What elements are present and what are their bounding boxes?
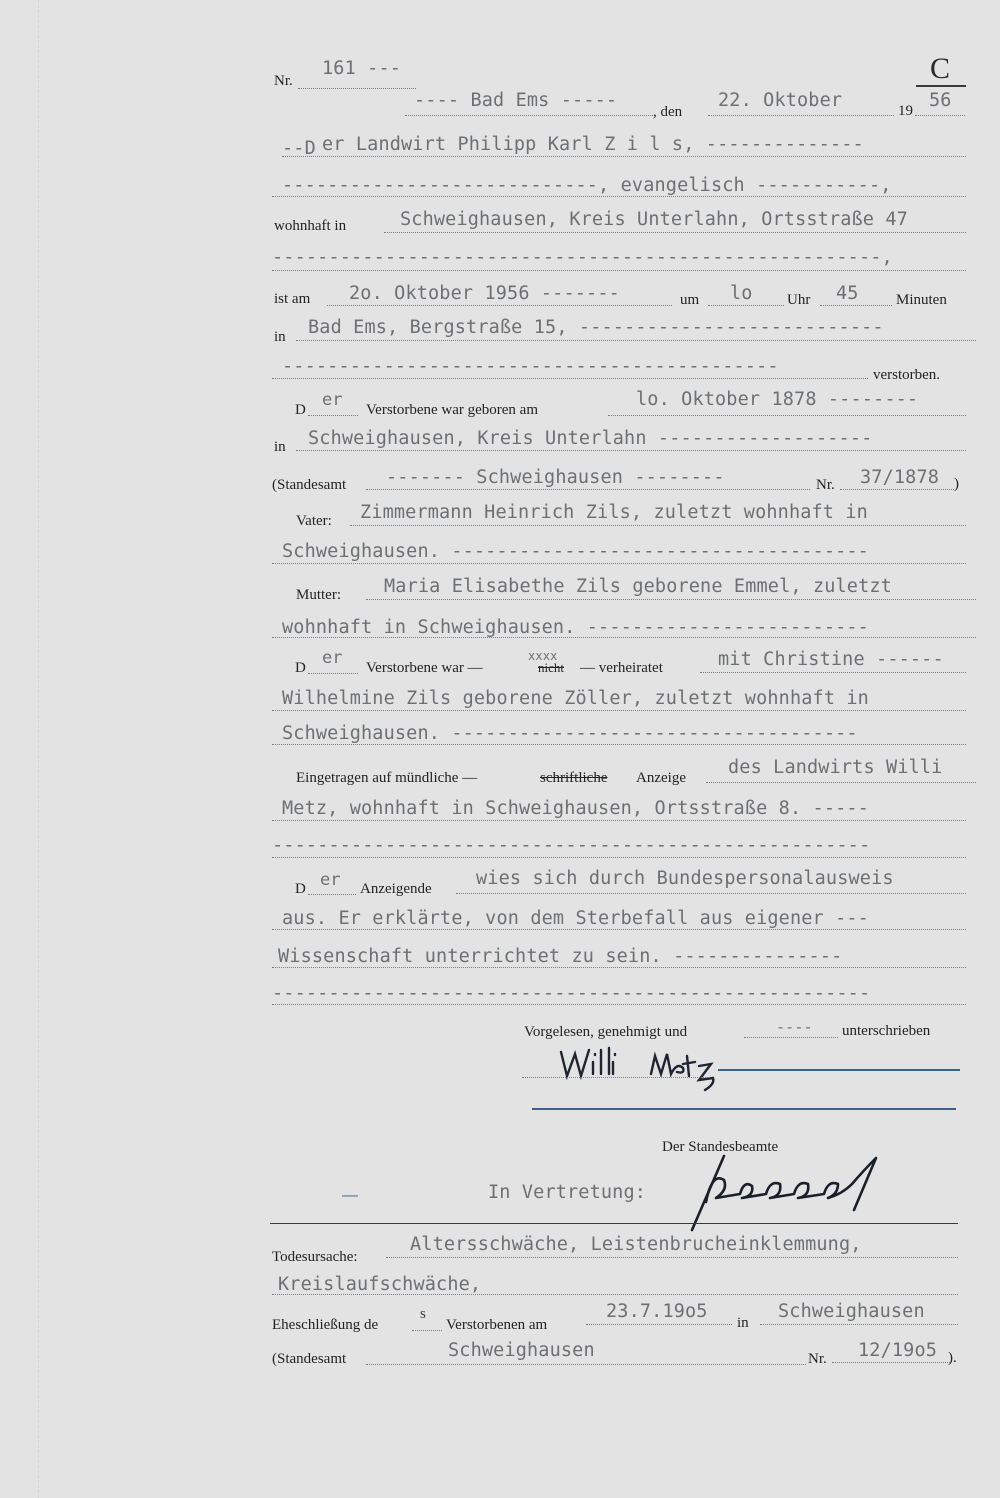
signature-dotted-line <box>522 1077 710 1078</box>
register-letter: C <box>930 52 951 85</box>
spouse-line3: Schweighausen. ------------------------------------ <box>282 723 858 744</box>
label-uhr: Uhr <box>787 292 811 308</box>
mother-line2: wohnhaft in Schweighausen. ------------------------- <box>282 617 869 638</box>
dotted-line <box>272 967 966 968</box>
label-ist-am: ist am <box>274 291 311 307</box>
label-born: Verstorbene war geboren am <box>366 402 539 418</box>
dotted-line <box>272 1004 966 1005</box>
registration-date: 22. Oktober <box>718 90 843 111</box>
death-place-fill: -------------------------------------------- <box>282 356 779 377</box>
residence-fill: ------------------------------------------------------, <box>272 247 893 268</box>
death-minutes: 45 <box>836 283 859 304</box>
dotted-line <box>760 1324 958 1325</box>
father-line2: Schweighausen. ------------------------------------- <box>282 541 869 562</box>
dotted-line <box>272 196 966 197</box>
dotted-line <box>840 489 954 490</box>
cause-line2: Kreislaufschwäche, <box>278 1274 482 1295</box>
label-nr: Nr. <box>274 73 293 89</box>
birth-registry-number: 37/1878 <box>860 467 940 488</box>
sup-s: s <box>420 1306 426 1322</box>
signature-blue-line <box>718 1069 960 1071</box>
registrar-signature <box>688 1150 888 1232</box>
label-read: Vorgelesen, genehmigt und <box>524 1024 688 1040</box>
label-signed: unterschrieben <box>842 1023 931 1039</box>
ident-line1: wies sich durch Bundespersonalausweis <box>476 868 894 889</box>
label-nr-marriage: Nr. <box>808 1351 827 1367</box>
death-hour: lo <box>730 283 753 304</box>
label-den: , den <box>653 104 683 120</box>
dotted-line <box>308 415 358 416</box>
spouse-line2: Wilhelmine Zils geborene Zöller, zuletzt wohnhaft in <box>282 688 869 709</box>
year-suffix: 56 <box>929 90 952 111</box>
label-mutter: Mutter: <box>296 587 341 603</box>
dotted-line <box>412 1330 442 1331</box>
close-paren-dot: ). <box>948 1350 957 1366</box>
sup-er-3: er <box>320 870 341 890</box>
cause-line1: Altersschwäche, Leistenbrucheinklemmung, <box>410 1234 862 1255</box>
dotted-line <box>296 450 966 451</box>
dotted-line <box>272 378 868 379</box>
label-in-marriage: in <box>737 1315 749 1331</box>
informant-line2: Metz, wohnhaft in Schweighausen, Ortsstraße 8. ----- <box>282 798 869 819</box>
dotted-line <box>296 340 976 341</box>
dotted-line <box>708 305 784 306</box>
marriage-registry: Schweighausen <box>448 1340 595 1361</box>
informant-line1: des Landwirts Willi <box>728 757 943 778</box>
dotted-line <box>744 1037 838 1038</box>
label-anzeigende: Anzeigende <box>360 881 432 897</box>
entry-number: 161 --- <box>322 58 402 79</box>
typed-xxxx: xxxx <box>528 649 558 663</box>
blue-dash-mark: — <box>342 1187 358 1204</box>
dotted-line <box>366 599 976 600</box>
sup-er: er <box>322 390 343 410</box>
ident-line4: ----------------------------------------------------- <box>272 983 871 1004</box>
label-registered: Eingetragen auf mündliche — <box>296 770 478 786</box>
label-um: um <box>680 292 700 308</box>
place-of-registration: ---- Bad Ems ----- <box>414 90 618 111</box>
dotted-line <box>350 525 966 526</box>
dotted-line <box>272 744 966 745</box>
dotted-line <box>366 489 810 490</box>
label-in-birth: in <box>274 439 286 455</box>
label-d-3: D <box>295 881 306 897</box>
birth-date: lo. Oktober 1878 -------- <box>636 389 919 410</box>
dotted-line <box>272 857 966 858</box>
marriage-registry-number: 12/19o5 <box>858 1340 938 1361</box>
page-edge-shadow <box>38 0 39 1498</box>
der-prefix: --D <box>282 138 316 159</box>
dotted-line <box>272 710 966 711</box>
year-prefix: 19 <box>898 103 913 119</box>
ident-line3: Wissenschaft unterrichtet zu sein. --------------- <box>278 946 843 967</box>
label-standesamt: (Standesamt <box>272 477 347 493</box>
dotted-line <box>706 782 976 783</box>
dotted-line <box>456 893 966 894</box>
dotted-line <box>708 115 894 116</box>
ident-line2: aus. Er erklärte, von dem Sterbefall aus eigener --- <box>282 908 869 929</box>
label-minuten: Minuten <box>896 292 947 308</box>
label-vater: Vater: <box>296 513 332 529</box>
dotted-line <box>366 1364 806 1365</box>
father-line1: Zimmermann Heinrich Zils, zuletzt wohnhaft in <box>360 502 868 523</box>
dotted-line <box>272 1294 958 1295</box>
birth-registry: ------- Schweighausen -------- <box>386 467 725 488</box>
label-standesamt-2: (Standesamt <box>272 1351 347 1367</box>
marriage-date: 23.7.19o5 <box>606 1301 708 1322</box>
dotted-line <box>272 637 976 638</box>
section-divider <box>270 1223 958 1224</box>
dotted-line <box>308 894 356 895</box>
dotted-line <box>272 820 966 821</box>
label-nr-birth: Nr. <box>816 477 835 493</box>
dotted-line <box>298 88 416 89</box>
label-registrar: Der Standesbeamte <box>662 1139 779 1155</box>
deceased-religion: ----------------------------, evangelisch -----------, <box>282 175 892 196</box>
mother-line1: Maria Elisabethe Zils geborene Emmel, zuletzt <box>384 576 892 597</box>
sup-er-2: er <box>322 648 343 668</box>
dotted-line <box>915 115 965 116</box>
struck-schriftliche: schriftliche <box>540 770 608 786</box>
read-fill: ---- <box>776 1018 813 1036</box>
spouse-line1: mit Christine ------ <box>718 649 944 670</box>
signature-blue-line-2 <box>532 1108 956 1110</box>
dotted-line <box>308 673 358 674</box>
dotted-line <box>386 1257 958 1258</box>
label-cause: Todesursache: <box>272 1249 358 1265</box>
dotted-line <box>282 156 966 157</box>
dotted-line <box>608 415 966 416</box>
dotted-line <box>384 232 966 233</box>
register-underline <box>916 85 966 87</box>
label-verstorben: verstorben. <box>873 367 941 383</box>
dotted-line <box>405 115 653 116</box>
label-in: in <box>274 329 286 345</box>
label-d: D <box>295 402 306 418</box>
dotted-line <box>327 305 672 306</box>
death-date: 2o. Oktober 1956 ------- <box>349 283 620 304</box>
label-was: Verstorbene war — <box>366 660 483 676</box>
death-place: Bad Ems, Bergstraße 15, --------------------------- <box>308 317 884 338</box>
close-paren: ) <box>954 476 959 492</box>
label-anzeige: Anzeige <box>636 770 686 786</box>
informant-signature <box>555 1040 725 1092</box>
struck-nicht: nicht <box>538 660 564 675</box>
deputy-text: In Vertretung: <box>488 1182 647 1203</box>
birth-place: Schweighausen, Kreis Unterlahn ------------------- <box>308 428 873 449</box>
dotted-line <box>700 672 966 673</box>
dotted-line <box>272 563 966 564</box>
dotted-line <box>272 929 966 930</box>
label-d-2: D <box>295 660 306 676</box>
label-wohnhaft: wohnhaft in <box>274 218 347 234</box>
marriage-place: Schweighausen <box>778 1301 925 1322</box>
dotted-line <box>272 270 966 271</box>
deceased-residence: Schweighausen, Kreis Unterlahn, Ortsstraße 47 <box>400 209 908 230</box>
dotted-line <box>832 1362 950 1363</box>
label-marriage: Eheschließung de <box>272 1317 379 1333</box>
informant-line3: ----------------------------------------------------- <box>272 835 871 856</box>
deceased-name: er Landwirt Philipp Karl Z i l s, -------------- <box>322 134 864 155</box>
label-married: — verheiratet <box>580 660 663 676</box>
label-marriage2: Verstorbenen am <box>446 1317 548 1333</box>
dotted-line <box>820 305 892 306</box>
dotted-line <box>586 1324 732 1325</box>
